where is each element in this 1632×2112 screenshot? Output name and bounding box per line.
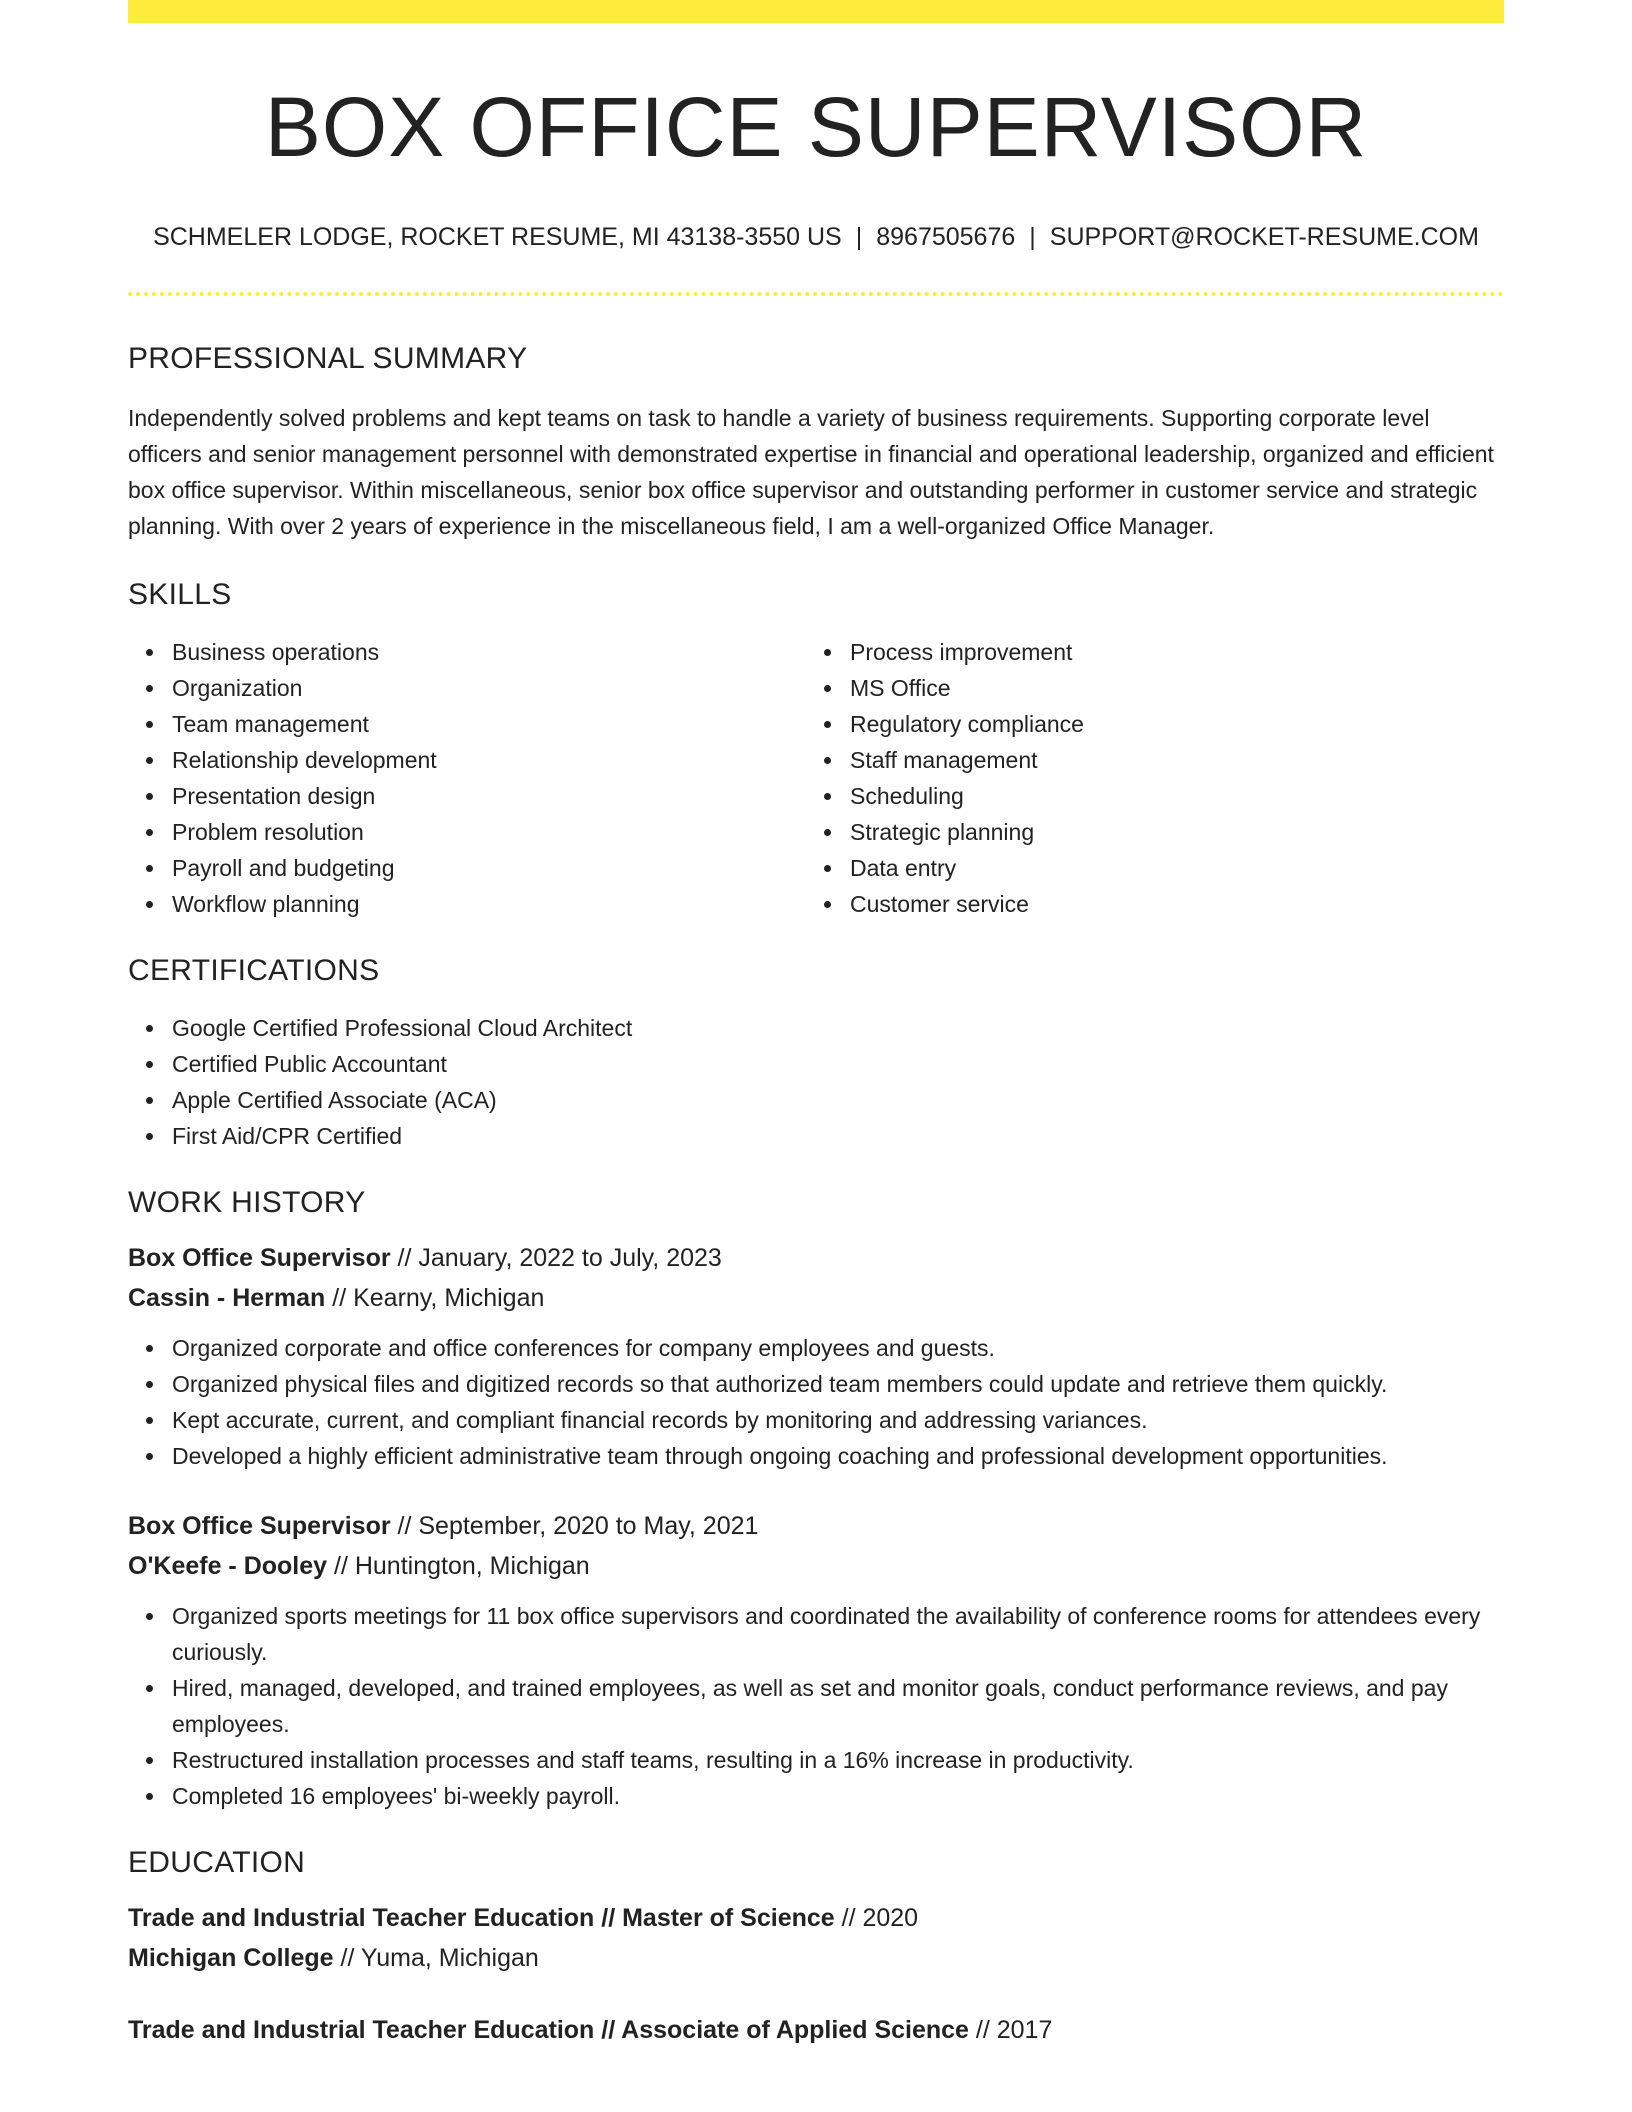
job-bullet: Kept accurate, current, and compliant financial records by monitoring and addressing variances.: [172, 1402, 1504, 1438]
certifications-heading: CERTIFICATIONS: [128, 954, 380, 987]
accent-bar: [128, 0, 1504, 23]
contact-line: [128, 225, 1504, 250]
certification-item: Google Certified Professional Cloud Architect: [172, 1010, 1504, 1046]
skill-item: Presentation design: [172, 778, 806, 814]
education-degree-line: [128, 1898, 1504, 1938]
contact-phone: 8967505676: [876, 223, 1016, 251]
work-history-heading: WORK HISTORY: [128, 1186, 366, 1219]
skill-item: Regulatory compliance: [850, 706, 1504, 742]
job-bullet: Organized physical files and digitized records so that authorized team members could update and retrieve them quickly.: [172, 1366, 1504, 1402]
skill-item: Workflow planning: [172, 886, 806, 922]
summary-text: Independently solved problems and kept teams on task to handle a variety of business requirements. Supporting corporate level officers and senior management personnel with demonstrated expertise in financial and operational leadership, organized and efficient box office supervisor. Within miscellaneous, senior box office supervisor and outstanding performer in customer service and strategic planning. With over 2 years of experience in the miscellaneous field, I am a well-organized Office Manager.: [128, 405, 1494, 539]
skill-item: Organization: [172, 670, 806, 706]
education-degree-line: [128, 2010, 1504, 2050]
job-role: Box Office Supervisor: [128, 1244, 391, 1272]
education-school-line: [128, 1938, 1504, 1978]
skill-item: Relationship development: [172, 742, 806, 778]
education-school: Michigan College: [128, 1944, 334, 1972]
education-heading: EDUCATION: [128, 1846, 306, 1879]
job-company: Cassin - Herman: [128, 1284, 326, 1312]
job-bullets: [128, 1330, 1504, 1474]
job-bullet: Restructured installation processes and staff teams, resulting in a 16% increase in productivity.: [172, 1742, 1504, 1778]
skill-item: Scheduling: [850, 778, 1504, 814]
skills-list-left: [128, 634, 806, 922]
contact-email: SUPPORT@ROCKET-RESUME.COM: [1049, 223, 1479, 251]
certification-item: Apple Certified Associate (ACA): [172, 1082, 1504, 1118]
job-company-line: [128, 1546, 1504, 1586]
skill-item: Staff management: [850, 742, 1504, 778]
skill-item: Team management: [172, 706, 806, 742]
skills-column-right: [806, 634, 1504, 922]
dotted-divider: [128, 292, 1504, 296]
skill-item: MS Office: [850, 670, 1504, 706]
job-bullet: Organized sports meetings for 11 box office supervisors and coordinated the availability of conference rooms for attendees every curiously.: [172, 1598, 1504, 1670]
skill-item: Data entry: [850, 850, 1504, 886]
skills-grid: [128, 634, 1504, 922]
skill-item: Process improvement: [850, 634, 1504, 670]
certification-item: Certified Public Accountant: [172, 1046, 1504, 1082]
job-company: O'Keefe - Dooley: [128, 1552, 328, 1580]
job-bullet: Developed a highly efficient administrative team through ongoing coaching and professional development opportunities.: [172, 1438, 1504, 1474]
job-bullets: [128, 1598, 1504, 1814]
certifications-list: [128, 1010, 1504, 1154]
job-location: // Huntington, Michigan: [327, 1552, 590, 1580]
job-company-line: [128, 1278, 1504, 1318]
job-dates: // September, 2020 to May, 2021: [390, 1512, 759, 1540]
contact-separator: |: [855, 223, 863, 251]
contact-separator: |: [1029, 223, 1036, 251]
contact-address: SCHMELER LODGE, ROCKET RESUME, MI 43138-3550 US: [153, 223, 842, 251]
job-bullet: Hired, managed, developed, and trained employees, as well as set and monitor goals, conduct performance reviews, and pay employees.: [172, 1670, 1504, 1742]
job-role-line: [128, 1506, 1504, 1546]
skill-item: Strategic planning: [850, 814, 1504, 850]
certification-item: First Aid/CPR Certified: [172, 1118, 1504, 1154]
summary-heading: PROFESSIONAL SUMMARY: [128, 342, 528, 375]
education-year: // 2020: [834, 1904, 919, 1932]
education-degree: Trade and Industrial Teacher Education // Associate of Applied Science: [128, 2016, 969, 2044]
skills-list-right: [806, 634, 1504, 922]
job-role-line: [128, 1238, 1504, 1278]
skills-heading: SKILLS: [128, 578, 232, 611]
skill-item: Business operations: [172, 634, 806, 670]
resume-page: [128, 0, 1504, 2050]
job-dates: // January, 2022 to July, 2023: [390, 1244, 722, 1272]
skill-item: Customer service: [850, 886, 1504, 922]
education-year: // 2017: [968, 2016, 1053, 2044]
education-degree: Trade and Industrial Teacher Education // Master of Science: [128, 1904, 835, 1932]
skills-column-left: [128, 634, 806, 922]
job-bullet: Organized corporate and office conferences for company employees and guests.: [172, 1330, 1504, 1366]
job-role: Box Office Supervisor: [128, 1512, 391, 1540]
resume-title: BOX OFFICE SUPERVISOR: [264, 80, 1368, 174]
skill-item: Payroll and budgeting: [172, 850, 806, 886]
job-location: // Kearny, Michigan: [325, 1284, 545, 1312]
skill-item: Problem resolution: [172, 814, 806, 850]
education-location: // Yuma, Michigan: [333, 1944, 539, 1972]
job-bullet: Completed 16 employees' bi-weekly payroll.: [172, 1778, 1504, 1814]
